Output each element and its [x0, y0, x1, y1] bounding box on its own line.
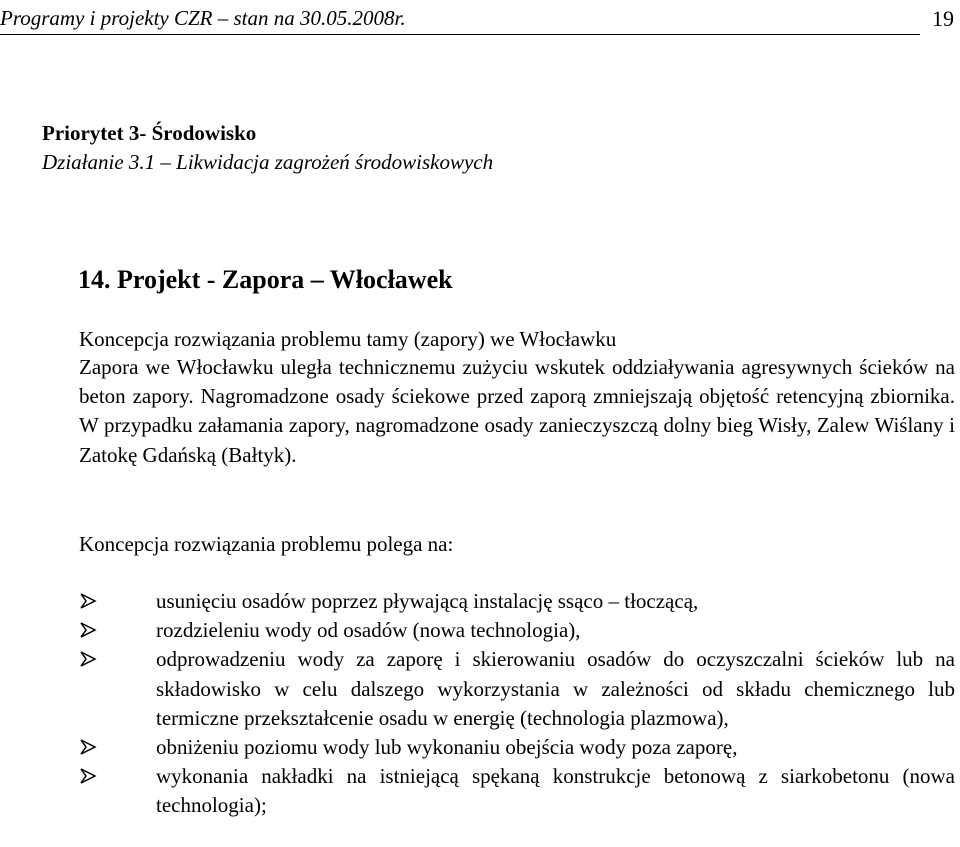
problem-description-paragraph: Zapora we Włocławku uległa technicznemu zużyciu wskutek oddziaływania agresywnych ścieków na beton zapory. Nagromadzone osady ściekowe przed zaporą zmniejszają objętość retencyjną zbiornika. W przypadku załamania zapory, nagromadzone osady zanieczyszczą dolny bieg Wisły, Zalew Wiślany i Zatokę Gdańską (Bałtyk). [79, 355, 955, 467]
arrowhead-bullet-icon [79, 621, 97, 639]
list-item-text: rozdzieleniu wody od osadów (nowa technologia), [156, 618, 581, 643]
arrowhead-bullet-icon [79, 767, 97, 785]
list-item-text: odprowadzeniu wody za zaporę i skierowaniu osadów do oczyszczalni ścieków lub na składowisko w celu dalszego wykorzystania w zależności od składu chemicznego lub termiczne przekształcenie osadu w energię (technologia plazmowa), [156, 647, 955, 730]
project-title: 14. Projekt - Zapora – Włocławek [78, 265, 453, 294]
running-header [0, 4, 954, 35]
list-item [79, 733, 955, 762]
list-item-text: usunięciu osadów poprzez pływającą instalację ssąco – tłoczącą, [156, 589, 699, 613]
page-number: 19 [932, 6, 954, 31]
concept-heading: Koncepcja rozwiązania problemu tamy (zapory) we Włocławku [79, 327, 617, 351]
list-item [79, 587, 955, 616]
list-item [79, 645, 955, 733]
list-item [79, 762, 955, 820]
arrowhead-bullet-icon [79, 650, 97, 668]
solution-intro: Koncepcja rozwiązania problemu polega na: [79, 532, 454, 556]
header-title: Programy i projekty CZR – stan na 30.05.2008r. [0, 6, 406, 30]
action-subheading: Działanie 3.1 – Likwidacja zagrożeń środowiskowych [42, 150, 494, 174]
list-item-text: wykonania nakładki na istniejącą spękaną konstrukcje betonową z siarkobetonu (nowa technologia); [156, 764, 955, 818]
list-item [79, 616, 955, 645]
arrowhead-bullet-icon [79, 592, 97, 610]
arrowhead-bullet-icon [79, 738, 97, 756]
solution-list [79, 587, 955, 821]
list-item-text: obniżeniu poziomu wody lub wykonaniu obejścia wody poza zaporę, [156, 735, 738, 760]
priority-heading: Priorytet 3- Środowisko [42, 121, 257, 145]
